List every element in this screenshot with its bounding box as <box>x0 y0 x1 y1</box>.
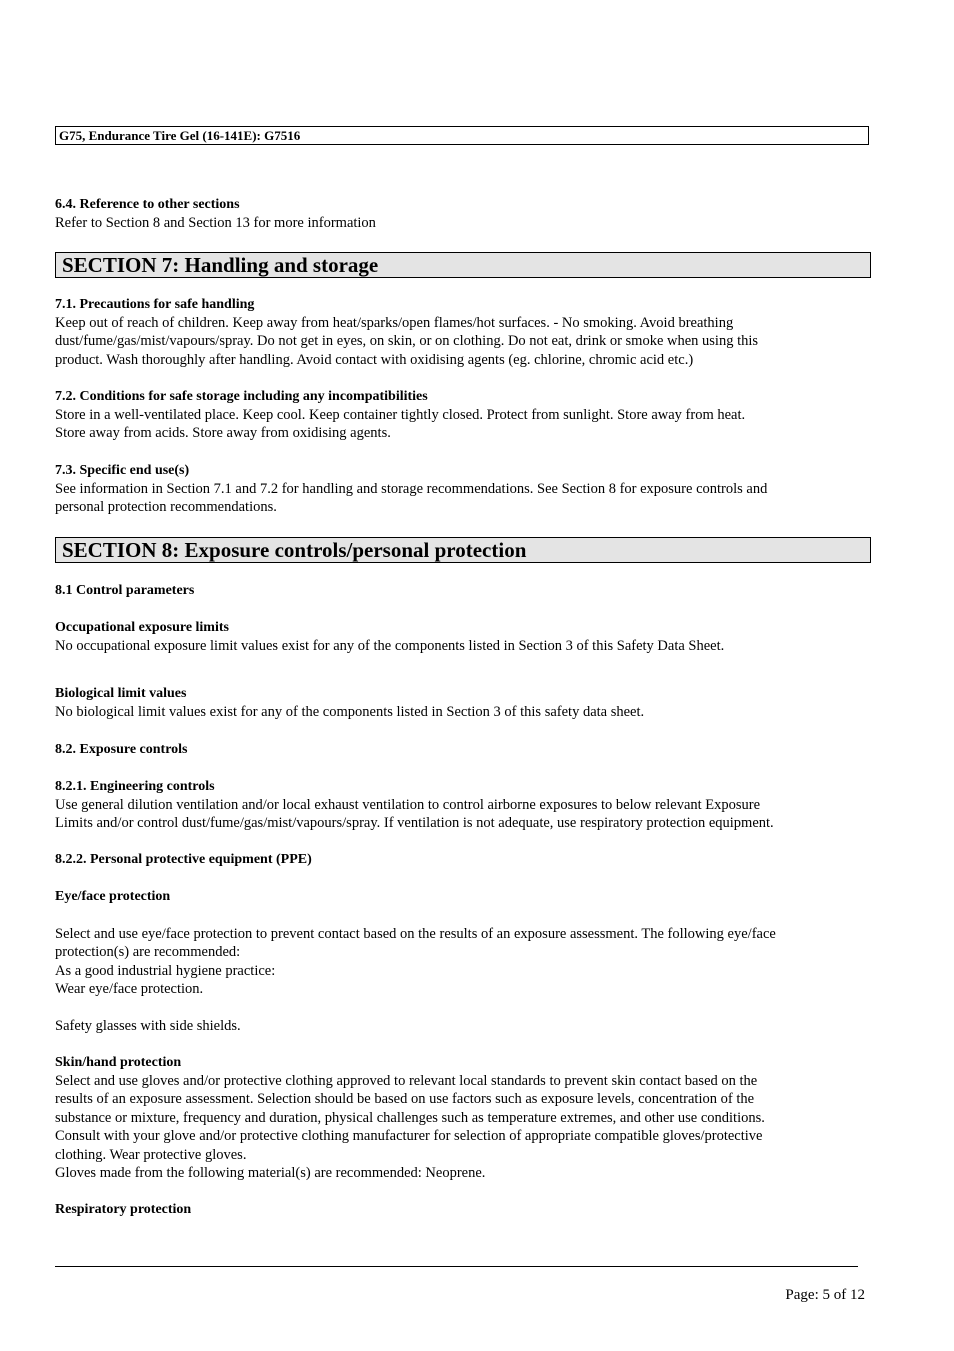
blv-text: No biological limit values exist for any of the components listed in Section 3 of this safety data sheet. <box>55 704 645 720</box>
occupational-exposure-limits <box>55 619 865 655</box>
section-7-2 <box>55 388 865 443</box>
engineering-controls-line: Limits and/or control dust/fume/gas/mist/vapours/spray. If ventilation is not adequate, use respiratory protection equipment. <box>55 815 774 832</box>
eye-face-extra-block <box>55 1017 865 1035</box>
section-7-3 <box>55 462 865 517</box>
ppe <box>55 851 865 869</box>
respiratory-protection-heading: Respiratory protection <box>55 1202 192 1217</box>
section-7-title: SECTION 7: Handling and storage <box>55 252 871 278</box>
skin-hand-line: Consult with your glove and/or protective clothing manufacturer for selection of appropriate compatible gloves/protective <box>55 1128 763 1145</box>
engineering-controls-heading: 8.2.1. Engineering controls <box>55 779 215 794</box>
eye-face-protection-heading: Eye/face protection <box>55 889 171 904</box>
section-7-1-heading: 7.1. Precautions for safe handling <box>55 297 255 312</box>
engineering-controls-line: Use general dilution ventilation and/or local exhaust ventilation to control airborne exposures to below relevant Exposure <box>55 797 761 813</box>
section-7-1-line: product. Wash thoroughly after handling. Avoid contact with oxidising agents (eg. chlorine, chromic acid etc.) <box>55 351 694 368</box>
oel-heading: Occupational exposure limits <box>55 620 229 635</box>
eye-face-line: Wear eye/face protection. <box>55 981 204 998</box>
section-7-1-line: dust/fume/gas/mist/vapours/spray. Do not get in eyes, on skin, or on clothing. Do not eat, drink or smoke when using this <box>55 333 759 350</box>
respiratory-protection <box>55 1201 865 1219</box>
section-8-1-heading: 8.1 Control parameters <box>55 583 195 598</box>
eye-face-line: protection(s) are recommended: <box>55 944 241 961</box>
skin-hand-line: Gloves made from the following material(s) are recommended: Neoprene. <box>55 1165 486 1182</box>
eye-face-protection <box>55 925 865 999</box>
skin-hand-line: substance or mixture, frequency and duration, physical challenges such as temperature extremes, and other use conditions. <box>55 1109 765 1126</box>
section-7-3-line: personal protection recommendations. <box>55 499 277 516</box>
section-7-3-line: See information in Section 7.1 and 7.2 for handling and storage recommendations. See Section 8 for exposure controls and <box>55 481 768 497</box>
section-7-1-line: Keep out of reach of children. Keep away from heat/sparks/open flames/hot surfaces. - No smoking. Avoid breathing <box>55 315 734 331</box>
section-8-1 <box>55 582 865 600</box>
skin-hand-line: clothing. Wear protective gloves. <box>55 1146 247 1163</box>
section-8-title: SECTION 8: Exposure controls/personal protection <box>55 537 871 563</box>
biological-limit-values <box>55 685 865 721</box>
section-6-4-heading: 6.4. Reference to other sections <box>55 197 240 212</box>
blv-heading: Biological limit values <box>55 686 187 701</box>
eye-face-extra: Safety glasses with side shields. <box>55 1018 241 1034</box>
ppe-heading: 8.2.2. Personal protective equipment (PPE) <box>55 852 312 867</box>
section-6-4-text: Refer to Section 8 and Section 13 for more information <box>55 215 376 231</box>
page-number: Page: 5 of 12 <box>785 1287 865 1303</box>
section-7-3-heading: 7.3. Specific end use(s) <box>55 463 190 478</box>
section-7-1 <box>55 296 865 369</box>
section-8-2 <box>55 741 865 759</box>
eye-face-line: Select and use eye/face protection to prevent contact based on the results of an exposure assessment. The following eye/face <box>55 926 776 942</box>
section-6-4 <box>55 196 865 232</box>
product-header: G75, Endurance Tire Gel (16-141E): G7516 <box>55 126 869 145</box>
footer-divider <box>55 1266 858 1267</box>
skin-hand-line: results of an exposure assessment. Selection should be based on use factors such as exposure levels, concentration of the <box>55 1091 755 1108</box>
engineering-controls <box>55 778 865 833</box>
eye-face-line: As a good industrial hygiene practice: <box>55 962 276 979</box>
section-7-2-line: Store away from acids. Store away from oxidising agents. <box>55 425 391 442</box>
skin-hand-heading: Skin/hand protection <box>55 1055 182 1070</box>
skin-hand-line: Select and use gloves and/or protective clothing approved to relevant local standards to prevent skin contact based on the <box>55 1073 758 1089</box>
eye-face-protection-heading-block <box>55 888 865 906</box>
section-7-2-heading: 7.2. Conditions for safe storage including any incompatibilities <box>55 389 428 404</box>
section-7-2-line: Store in a well-ventilated place. Keep cool. Keep container tightly closed. Protect from sunlight. Store away from heat. <box>55 407 746 423</box>
oel-text: No occupational exposure limit values exist for any of the components listed in Section 3 of this Safety Data Sheet. <box>55 638 725 654</box>
section-8-2-heading: 8.2. Exposure controls <box>55 742 188 757</box>
skin-hand-protection <box>55 1054 865 1182</box>
